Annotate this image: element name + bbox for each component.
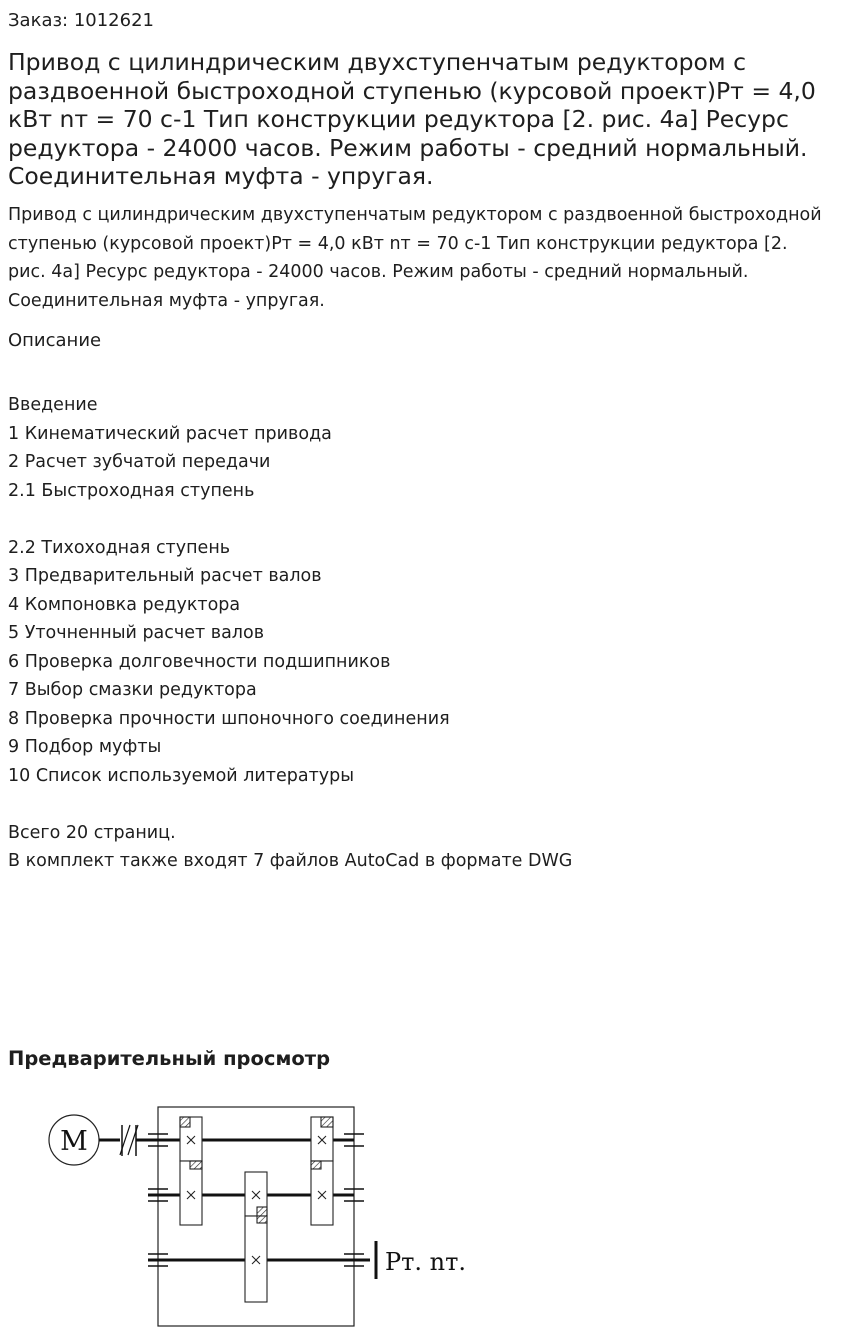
toc-item: 9 Подбор муфты xyxy=(8,737,162,757)
toc-item: 4 Компоновка редуктора xyxy=(8,594,241,615)
description-heading: Описание xyxy=(8,330,102,351)
toc-spacer xyxy=(8,790,572,819)
summary-text: Привод с цилиндрическим двухступенчатым редуктором с раздвоенной быстроходной ступенью (курсовой проект)Рт = 4,0 кВт nт = 70 с-1 Тип конструкции редуктора [2. рис. 4а] Ресурс редуктора - 24000 часов. Режим работы - средний нормальный. Соединительная муфта - упругая. xyxy=(8,205,822,311)
toc-item: 8 Проверка прочности шпоночного соединения xyxy=(8,708,450,729)
toc-item: 7 Выбор смазки редуктора xyxy=(8,680,257,700)
toc-spacer xyxy=(8,505,572,534)
toc-item: 10 Список используемой литературы xyxy=(8,765,355,786)
toc-item: Введение xyxy=(8,395,98,415)
kinematic-scheme xyxy=(30,1095,470,1335)
toc-item: 2.2 Тихоходная ступень xyxy=(8,537,231,558)
toc-item: 2.1 Быстроходная ступень xyxy=(8,480,255,501)
toc-item: 1 Кинематический расчет привода xyxy=(8,423,332,444)
toc-item: 6 Проверка долговечности подшипников xyxy=(8,651,391,672)
gear-pair-left xyxy=(180,1117,202,1225)
toc-item: 5 Уточненный расчет валов xyxy=(8,623,265,643)
toc-item: 2 Расчет зубчатой передачи xyxy=(8,452,271,472)
page-count: Всего 20 страниц. xyxy=(8,822,176,843)
table-of-contents xyxy=(8,391,572,876)
page-title: Привод с цилиндрическим двухступенчатым редуктором с раздвоенной быстроходной ступенью (курсовой проект)Рт = 4,0 кВт nт = 70 с-1 Тип конструкции редуктора [2. рис. 4а] Ресурс редуктора - 24000 часов. Режим работы - средний нормальный. Соединительная муфта - упругая. xyxy=(8,48,816,190)
gear-pair-right xyxy=(311,1117,333,1225)
preview-heading: Предварительный просмотр xyxy=(8,1047,331,1070)
order-number: Заказ: 1012621 xyxy=(8,10,154,31)
output-label: Pт. nт. xyxy=(385,1248,467,1276)
toc-item: 3 Предварительный расчет валов xyxy=(8,566,322,586)
files-note: В комплект также входят 7 файлов AutoCad в формате DWG xyxy=(8,851,573,871)
gear-pair-slow xyxy=(245,1172,267,1302)
motor-label: M xyxy=(60,1126,88,1157)
